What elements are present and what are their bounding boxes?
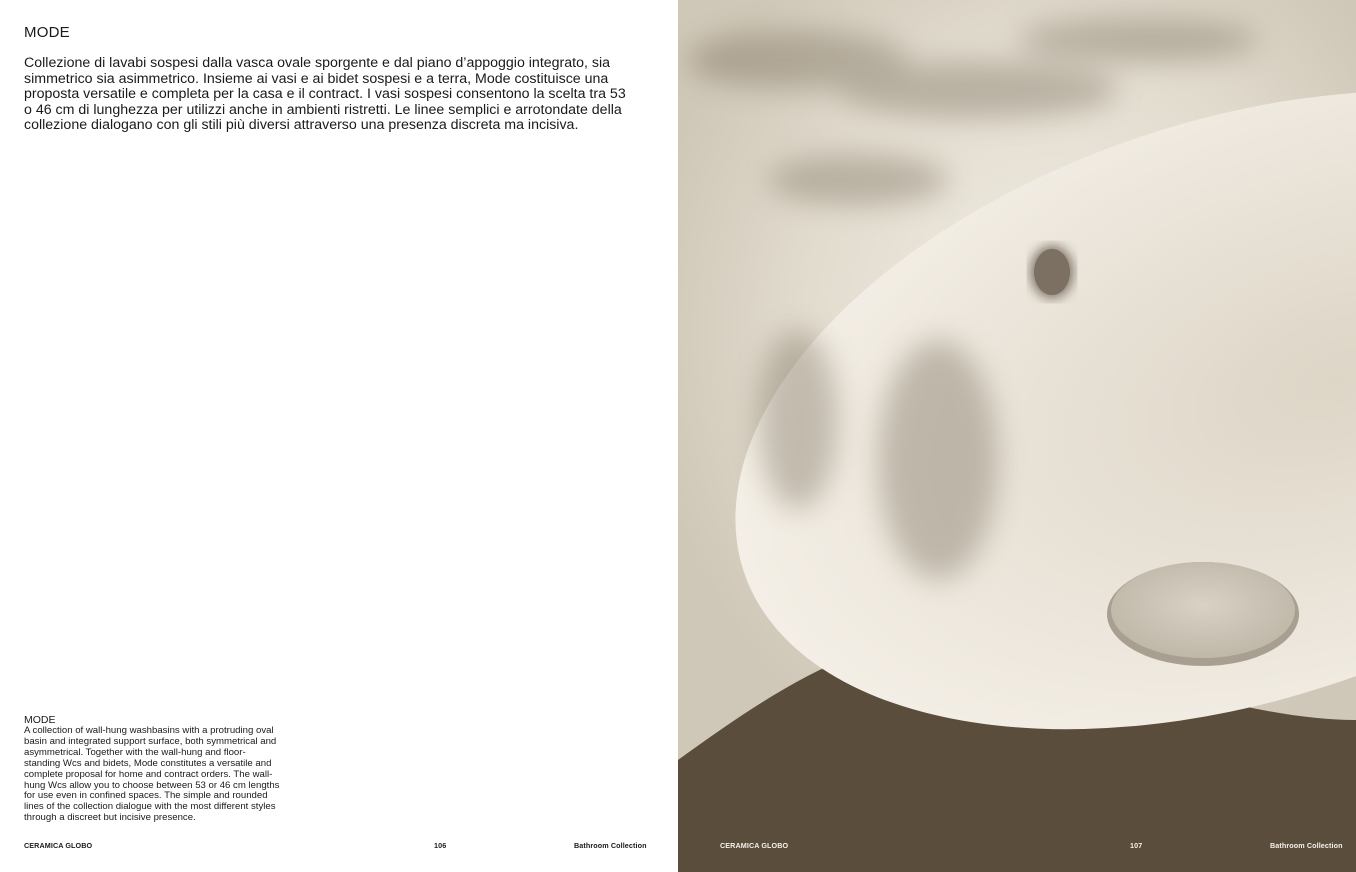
footer-brand-left: CERAMICA GLOBO xyxy=(24,841,93,850)
english-description: A collection of wall-hung washbasins with a protruding oval basin and integrated support surface, both symmetrical and asymmetrical. Together with the wall-hung and floor-standing Wcs and bidets, Mode constitutes a versatile and complete proposal for home and contract orders. The wall-hung Wcs allow you to choose between 53 or 46 cm lengths for use even in confined spaces. The simple and rounded lines of the collection dialogue with the most different styles through a discreet but incisive presence. xyxy=(24,725,280,824)
english-description-block xyxy=(24,714,280,824)
footer-section-left: Bathroom Collection xyxy=(574,841,647,850)
footer-page-number-left: 106 xyxy=(434,841,447,850)
italian-description: Collezione di lavabi sospesi dalla vasca ovale sporgente e dal piano d’appoggio integrato, sia simmetrico sia asimmetrico. Insieme ai vasi e ai bidet sospesi e a terra, Mode costituisce una proposta versatile e completa per la casa e il contract. I vasi sospesi consentono la scelta tra 53 o 46 cm di lunghezza per utilizzi anche in ambienti ristretti. Le linee semplici e arrotondate della collezione dialogano con gli stili più diversi attraverso una presenza discreta ma incisiva. xyxy=(24,55,626,134)
footer-brand-right: CERAMICA GLOBO xyxy=(720,841,789,850)
footer-page-number-right: 107 xyxy=(1130,841,1143,850)
english-title: MODE xyxy=(24,714,56,726)
footer-section-right: Bathroom Collection xyxy=(1270,841,1343,850)
right-page xyxy=(678,0,1356,872)
washbasin-photo xyxy=(678,0,1356,872)
page-title: MODE xyxy=(24,24,70,41)
